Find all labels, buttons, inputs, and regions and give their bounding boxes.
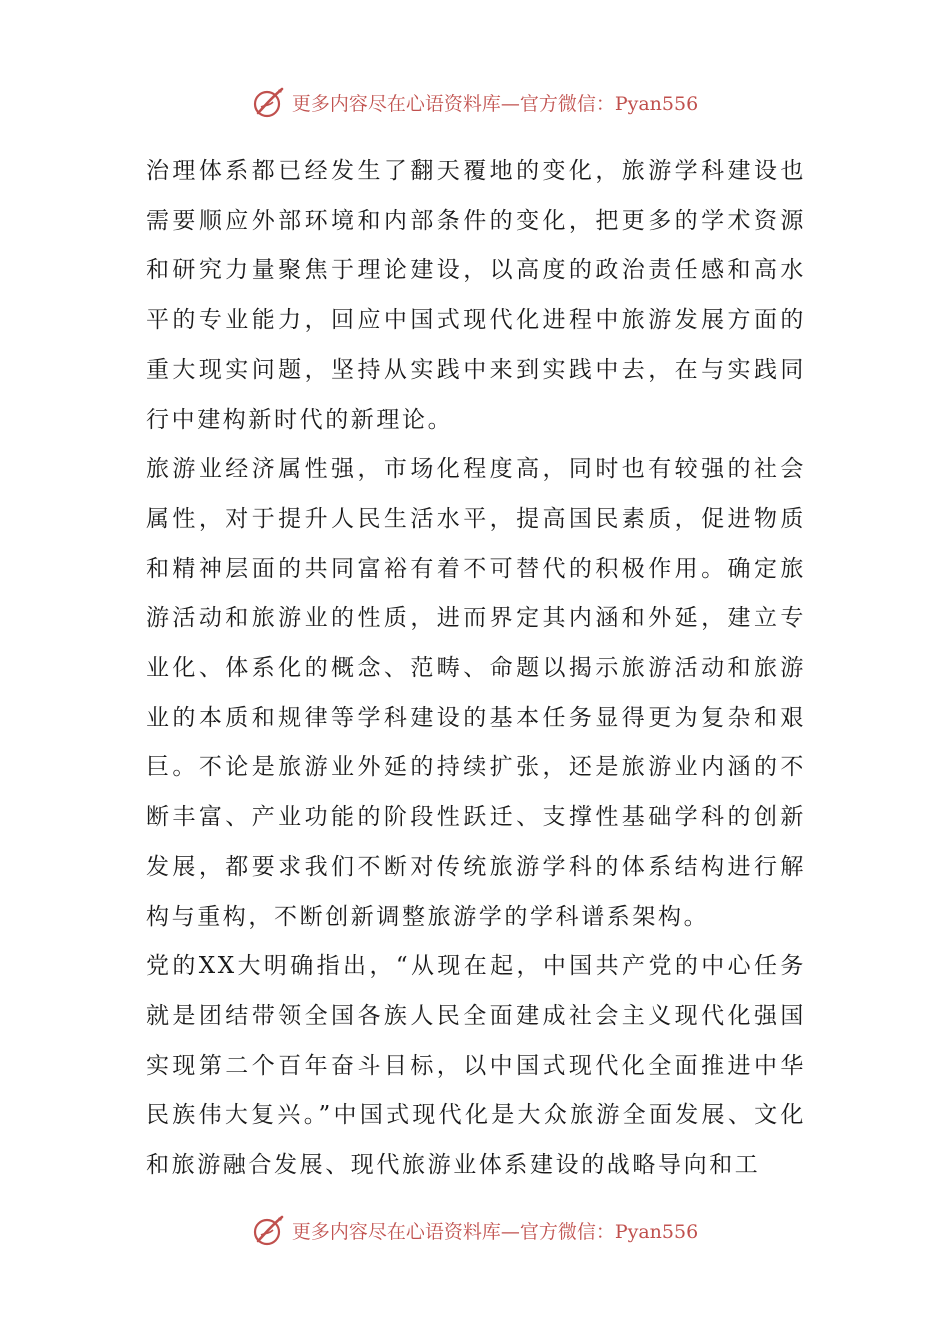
paragraph-2: 旅游业经济属性强，市场化程度高，同时也有较强的社会属性，对于提升人民生活水平，提高国民素质，促进物质和精神层面的共同富裕有着不可替代的积极作用。确定旅游活动和旅游业的性质，进而界定其内涵和外延，建立专业化、体系化的概念、范畴、命题以揭示旅游活动和旅游业的本质和规律等学科建设的基本任务显得更为复杂和艰巨。不论是旅游业外延的持续扩张，还是旅游业内涵的不断丰富、产业功能的阶段性跃迁、支撑性基础学科的创新发展，都要求我们不断对传统旅游学科的体系结构进行解构与重构，不断创新调整旅游学的学科谱系架构。 xyxy=(146,456,806,930)
footer-banner-text: 更多内容尽在心语资料库—官方微信：Pyan556 xyxy=(291,1220,699,1243)
document-body xyxy=(146,147,806,1191)
pen-logo-icon xyxy=(252,1213,286,1247)
footer-banner xyxy=(0,1210,950,1250)
header-banner-text: 更多内容尽在心语资料库—官方微信：Pyan556 xyxy=(291,92,699,115)
pen-logo-icon xyxy=(252,85,286,119)
paragraph-3: 党的XX大明确指出，“从现在起，中国共产党的中心任务就是团结带领全国各族人民全面建成社会主义现代化强国实现第二个百年奋斗目标，以中国式现代化全面推进中华民族伟大复兴。”中国式现代化是大众旅游全面发展、文化和旅游融合发展、现代旅游业体系建设的战略导向和工 xyxy=(146,953,806,1179)
paragraph-1: 治理体系都已经发生了翻天覆地的变化，旅游学科建设也需要顺应外部环境和内部条件的变化，把更多的学术资源和研究力量聚焦于理论建设，以高度的政治责任感和高水平的专业能力，回应中国式现代化进程中旅游发展方面的重大现实问题，坚持从实践中来到实践中去，在与实践同行中建构新时代的新理论。 xyxy=(146,158,806,433)
header-banner xyxy=(0,82,950,122)
